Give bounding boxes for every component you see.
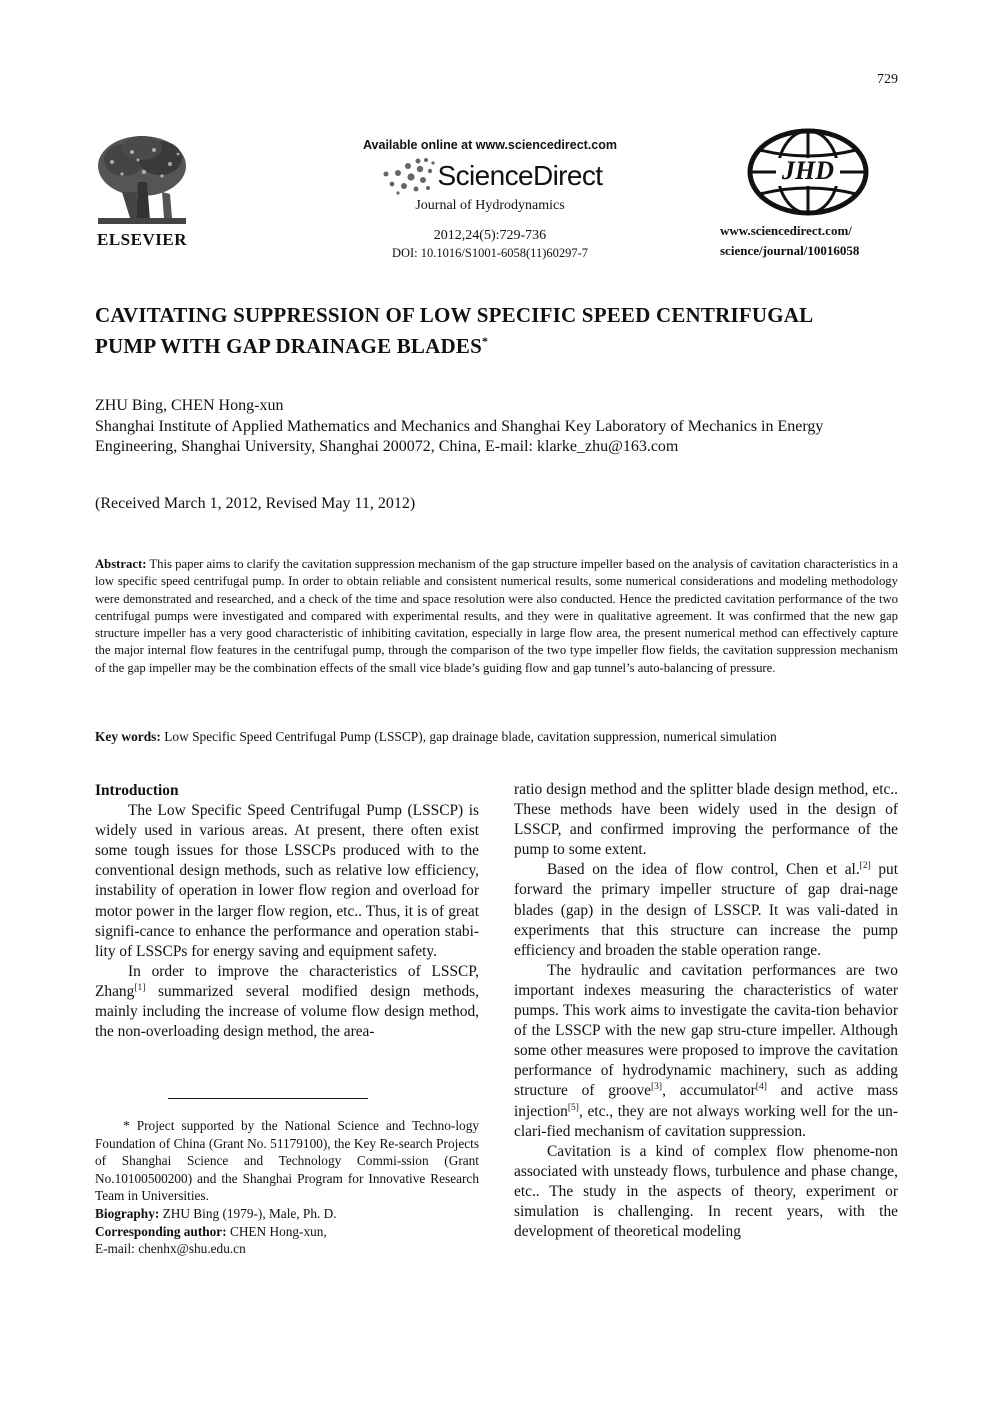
abstract-text: This paper aims to clarify the cavitation suppression mechanism of the gap structure impeller based on the analysis of cavitation characteristics in a low specific speed centrifugal pump. In order to obtain reliable and consistent numerical results, some numerical considerations and modeling methodology were demonstrated and researched, and a check of the time and space resolution were also conducted. Hence the predicted cavitation performance of the two centrifugal pumps were investigated and compared with experimental results, and they were in qualitative agreement. It was confirmed that the new gap structure impeller has a very good characteristic of inhibiting cavitation, especially in large flow area, the present numerical method can effectively capture the major internal flow features in the centrifugal pump, through the comparison of the two type impeller flow fields, the cavitation suppression mechanism of the gap impeller may be the combination effects of the small vice blade’s guiding flow and gap tunnel’s auto-balancing of pressure. — [95, 557, 898, 675]
jhd-url — [720, 221, 910, 261]
citation-ref[interactable]: [3] — [651, 1082, 663, 1093]
paragraph-text: , accumulator — [662, 1082, 756, 1100]
citation-ref[interactable]: [1] — [134, 982, 146, 993]
paragraph-text: In order to improve the characteristics of LSSCP, Zhang — [95, 962, 479, 1000]
footnote-biography — [95, 1205, 479, 1223]
keywords-label: Key words: — [95, 729, 161, 744]
journal-name: Journal of Hydrodynamics — [415, 198, 565, 213]
corresponding-label: Corresponding author: — [95, 1223, 227, 1239]
paragraph-text: Based on the idea of flow control, Chen et al. — [547, 861, 860, 879]
paragraph-text: The hydraulic and cavitation performances are two important indexes measuring the characteristics of water pumps. This work aims to investigate the cavita-tion behavior of the LSSCP with the new gap stru-cture impeller. Although some other measures were proposed to improve the cavitation performance of hydrodynamic machinery, such as adding structure of groove — [514, 961, 898, 1100]
title-line1: CAVITATING SUPPRESSION OF LOW SPECIFIC SPEED CENTRIFUGAL — [95, 303, 814, 327]
section-heading-introduction: Introduction — [95, 782, 179, 799]
abstract-label: Abstract: — [95, 557, 147, 571]
paragraph-text: summarized several modified design methods, mainly including the increase of volume flow design method, the non-overloading design method, the area- — [95, 982, 479, 1041]
biography-text: ZHU Bing (1979-), Male, Ph. D. — [159, 1205, 337, 1221]
footnote-divider — [168, 1098, 368, 1099]
citation-ref[interactable]: [4] — [755, 1082, 767, 1093]
doi: DOI: 10.1016/S1001-6058(11)60297-7 — [391, 246, 589, 260]
paragraph — [514, 860, 898, 960]
paragraph: Cavitation is a kind of complex flow phenome-non associated with unsteady flows, turbulence and phase change, etc.. The study in the aspects of theory, experiment or simulation is challenging. In recent years, with the development of theoretical modeling — [514, 1142, 898, 1241]
left-column — [95, 781, 479, 1042]
elsevier-wordmark: ELSEVIER — [97, 230, 187, 249]
paragraph: ratio design method and the splitter blade design method, etc.. These methods have been widely used in the design of LSSCP, and confirmed improving the performance of the pump to some extent. — [514, 781, 898, 859]
footnote-corresponding — [95, 1223, 479, 1241]
authors: ZHU Bing, CHEN Hong-xun — [95, 397, 284, 414]
volume-info: 2012,24(5):729-736 — [433, 228, 547, 243]
citation-ref[interactable]: [2] — [859, 861, 871, 872]
article-title — [95, 302, 900, 359]
title-footnote-mark: * — [481, 334, 489, 348]
jhd-url-line1: www.sciencedirect.com/ — [720, 223, 852, 238]
paragraph: The Low Specific Speed Centrifugal Pump (LSSCP) is widely used in various areas. At present, there often exist some tough issues for those LSSCPs produced with to the conventional design methods, such as relative low efficiency, instability of operation in lower flow region and overload for motor power in the larger flow region, etc.. Thus, it is of great signifi-cance to enhance the performance and operation stabi-lity of LSSCPs for energy saving and equipment safety. — [95, 802, 479, 960]
abstract — [95, 556, 898, 677]
page-number: 729 — [877, 72, 898, 87]
jhd-url-line2: science/journal/10016058 — [720, 243, 860, 258]
right-column — [514, 780, 898, 1242]
sciencedirect-header — [340, 138, 640, 261]
citation-ref[interactable]: [5] — [567, 1102, 579, 1113]
sciencedirect-brand — [340, 156, 640, 196]
affiliation: Shanghai Institute of Applied Mathematics and Mechanics and Shanghai Key Laboratory of Mechanics in Energy Engineering, Shanghai University, Shanghai 200072, China, E-mail: klarke_zhu@163.com — [95, 417, 824, 455]
keywords-text: Low Specific Speed Centrifugal Pump (LSSCP), gap drainage blade, cavitation suppression, numerical simulation — [164, 729, 777, 744]
received-dates: (Received March 1, 2012, Revised May 11, 2012) — [95, 495, 416, 512]
author-block — [95, 396, 900, 458]
title-line2: PUMP WITH GAP DRAINAGE BLADES — [95, 334, 482, 358]
footnote-project: * Project supported by the National Science and Techno-logy Foundation of China (Grant No. 51179100), the Key Re-search Projects of Shanghai Science and Technology Commi-ssion (Grant No.10100500200) and the Shanghai Program for Innovative Research Team in Universities. — [95, 1118, 479, 1204]
elsevier-logo — [92, 132, 192, 250]
paragraph-text: , etc., they are not always working well for the un-clari-fied mechanism of cavitation suppression. — [514, 1102, 898, 1140]
paragraph — [95, 962, 479, 1042]
elsevier-tree-icon — [92, 132, 192, 228]
footnote-email: E-mail: chenhx@shu.edu.cn — [95, 1241, 246, 1257]
sciencedirect-wordmark: ScienceDirect — [437, 160, 603, 191]
corresponding-text: CHEN Hong-xun, — [226, 1223, 327, 1239]
sciencedirect-dots-icon — [378, 156, 436, 196]
biography-label: Biography: — [95, 1205, 160, 1221]
jhd-logo-text: JHD — [782, 156, 834, 185]
paragraph-text: and active mass injection — [514, 1082, 898, 1120]
paragraph-text: put forward the primary impeller structure of gap drai-nage blades (gap) in the design of LSSCP. It was vali-dated in experiments that this structure can increase the pump efficiency and broaden the stable operation range. — [514, 861, 898, 959]
jhd-logo — [746, 128, 870, 216]
keywords — [95, 728, 898, 745]
available-online: Available online at www.sciencedirect.com — [362, 138, 618, 152]
footnote — [95, 1117, 479, 1258]
paragraph — [514, 961, 898, 1142]
